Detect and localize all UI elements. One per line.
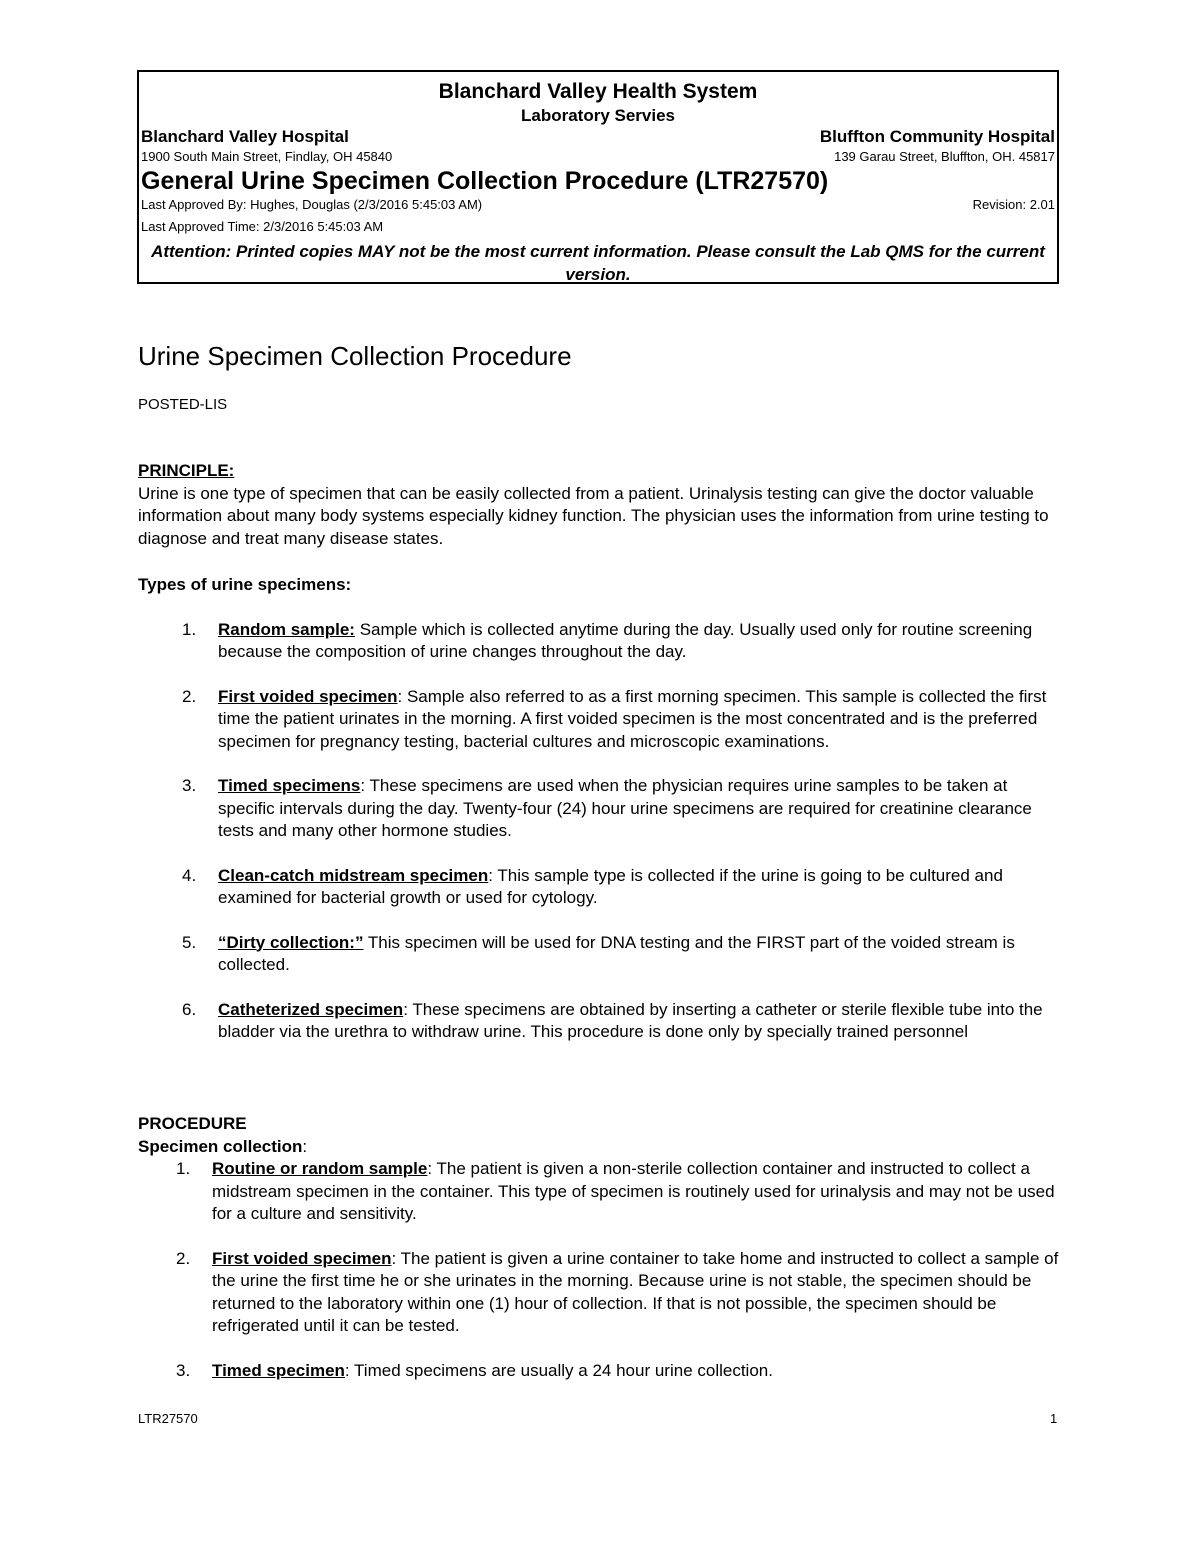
hospital-left-address: 1900 South Main Street, Findlay, OH 45840 <box>141 149 393 164</box>
procedure-section <box>138 1113 1068 1404</box>
list-number: 6. <box>182 999 197 1019</box>
list-item <box>138 1360 1068 1383</box>
hospital-right-address: 139 Garau Street, Bluffton, OH. 45817 <box>834 149 1055 164</box>
list-text: : This sample type is collected if the urine is going to be cultured and examined for bacterial growth or used for cytology. <box>218 865 1003 907</box>
principle-section <box>138 460 1068 550</box>
hospital-right-name: Bluffton Community Hospital <box>819 127 1055 146</box>
last-approved-time: Last Approved Time: 2/3/2016 5:45:03 AM <box>141 219 384 234</box>
list-text: : The patient is given a urine container to take home and instructed to collect a sample of the urine the first time he or she urinates in the morning. Because urine is not stable, the specimen should be returned to the laboratory within one (1) hour of collection. If that is not possible, the specimen should be refrigerated until it can be tested. <box>212 1248 1059 1335</box>
list-number: 3. <box>176 1360 191 1380</box>
hospital-left-name: Blanchard Valley Hospital <box>141 127 349 146</box>
list-number: 5. <box>182 932 197 952</box>
list-term: “Dirty collection:” <box>218 932 364 952</box>
list-item <box>138 775 1068 843</box>
list-number: 1. <box>182 619 197 639</box>
page-title: Urine Specimen Collection Procedure <box>138 341 572 371</box>
list-term: Timed specimen <box>212 1360 345 1380</box>
organization-name: Blanchard Valley Health System <box>438 80 758 103</box>
list-number: 3. <box>182 776 197 795</box>
list-term: First voided specimen <box>212 1248 392 1268</box>
list-item <box>138 865 1068 910</box>
list-text: : Timed specimens are usually a 24 hour urine collection. <box>344 1360 773 1380</box>
procedure-subheading-suffix: : <box>302 1136 308 1156</box>
list-text: : Sample also referred to as a first morning specimen. This sample is collected the first time the patient urinates in the morning. A first voided specimen is the most concentrated and is the preferred specimen for pregnancy testing, bacterial cultures and microscopic examinations. <box>218 686 1047 751</box>
last-approved-by: Last Approved By: Hughes, Douglas (2/3/2016 5:45:03 AM) <box>141 197 483 212</box>
list-term: Timed specimens <box>218 776 361 795</box>
list-number: 1. <box>176 1159 191 1178</box>
types-heading: Types of urine specimens: <box>138 575 352 594</box>
list-item <box>138 932 1068 977</box>
document-title: General Urine Specimen Collection Procedure (LTR27570) <box>141 167 829 195</box>
list-term: Random sample: <box>218 619 355 639</box>
list-item <box>138 619 1068 664</box>
list-text: This specimen will be used for DNA testing and the FIRST part of the voided stream is collected. <box>218 932 1015 974</box>
attention-notice: Attention: Printed copies MAY not be the most current information. Please consult the Lab QMS for the current version. <box>151 242 1045 284</box>
list-term: First voided specimen <box>218 686 398 706</box>
revision: Revision: 2.01 <box>972 197 1055 212</box>
procedure-heading: PROCEDURE <box>138 1114 247 1133</box>
principle-heading: PRINCIPLE: <box>138 461 235 480</box>
list-text: : The patient is given a non-sterile collection container and instructed to collect a midstream specimen in the container. This type of specimen is routinely used for urinalysis and may not be used for a culture and sensitivity. <box>212 1159 1055 1223</box>
document-header <box>137 70 1059 284</box>
list-item <box>138 686 1068 754</box>
department-name: Laboratory Servies <box>520 106 675 125</box>
principle-text: Urine is one type of specimen that can be easily collected from a patient. Urinalysis testing can give the doctor valuable information about many body systems especially kidney function. The physician uses the information from urine testing to diagnose and treat many disease states. <box>138 483 1049 548</box>
list-text: : These specimens are obtained by inserting a catheter or sterile flexible tube into the bladder via the urethra to withdraw urine. This procedure is done only by specially trained personnel <box>218 999 1043 1041</box>
list-term: Catheterized specimen <box>218 999 404 1019</box>
procedure-subheading: Specimen collection <box>138 1136 303 1156</box>
list-item <box>138 999 1068 1044</box>
list-text: : These specimens are used when the physician requires urine samples to be taken at specific intervals during the day. Twenty-four (24) hour urine specimens are required for creatinine clearance tests and many other hormone studies. <box>218 776 1032 840</box>
list-number: 2. <box>176 1248 191 1268</box>
list-number: 4. <box>182 865 197 885</box>
list-text: Sample which is collected anytime during the day. Usually used only for routine screening because the composition of urine changes throughout the day. <box>218 619 1033 661</box>
list-term: Routine or random sample <box>212 1159 428 1178</box>
footer-doc-id: LTR27570 <box>138 1411 198 1426</box>
footer-page-number: 1 <box>1050 1411 1058 1426</box>
types-list <box>138 619 1068 1044</box>
list-term: Clean-catch midstream specimen <box>218 865 489 885</box>
procedure-list <box>138 1158 1068 1382</box>
types-section <box>138 574 1068 1066</box>
list-item <box>138 1158 1068 1226</box>
list-item <box>138 1248 1068 1338</box>
posted-status: POSTED-LIS <box>138 396 228 413</box>
list-number: 2. <box>182 686 197 706</box>
